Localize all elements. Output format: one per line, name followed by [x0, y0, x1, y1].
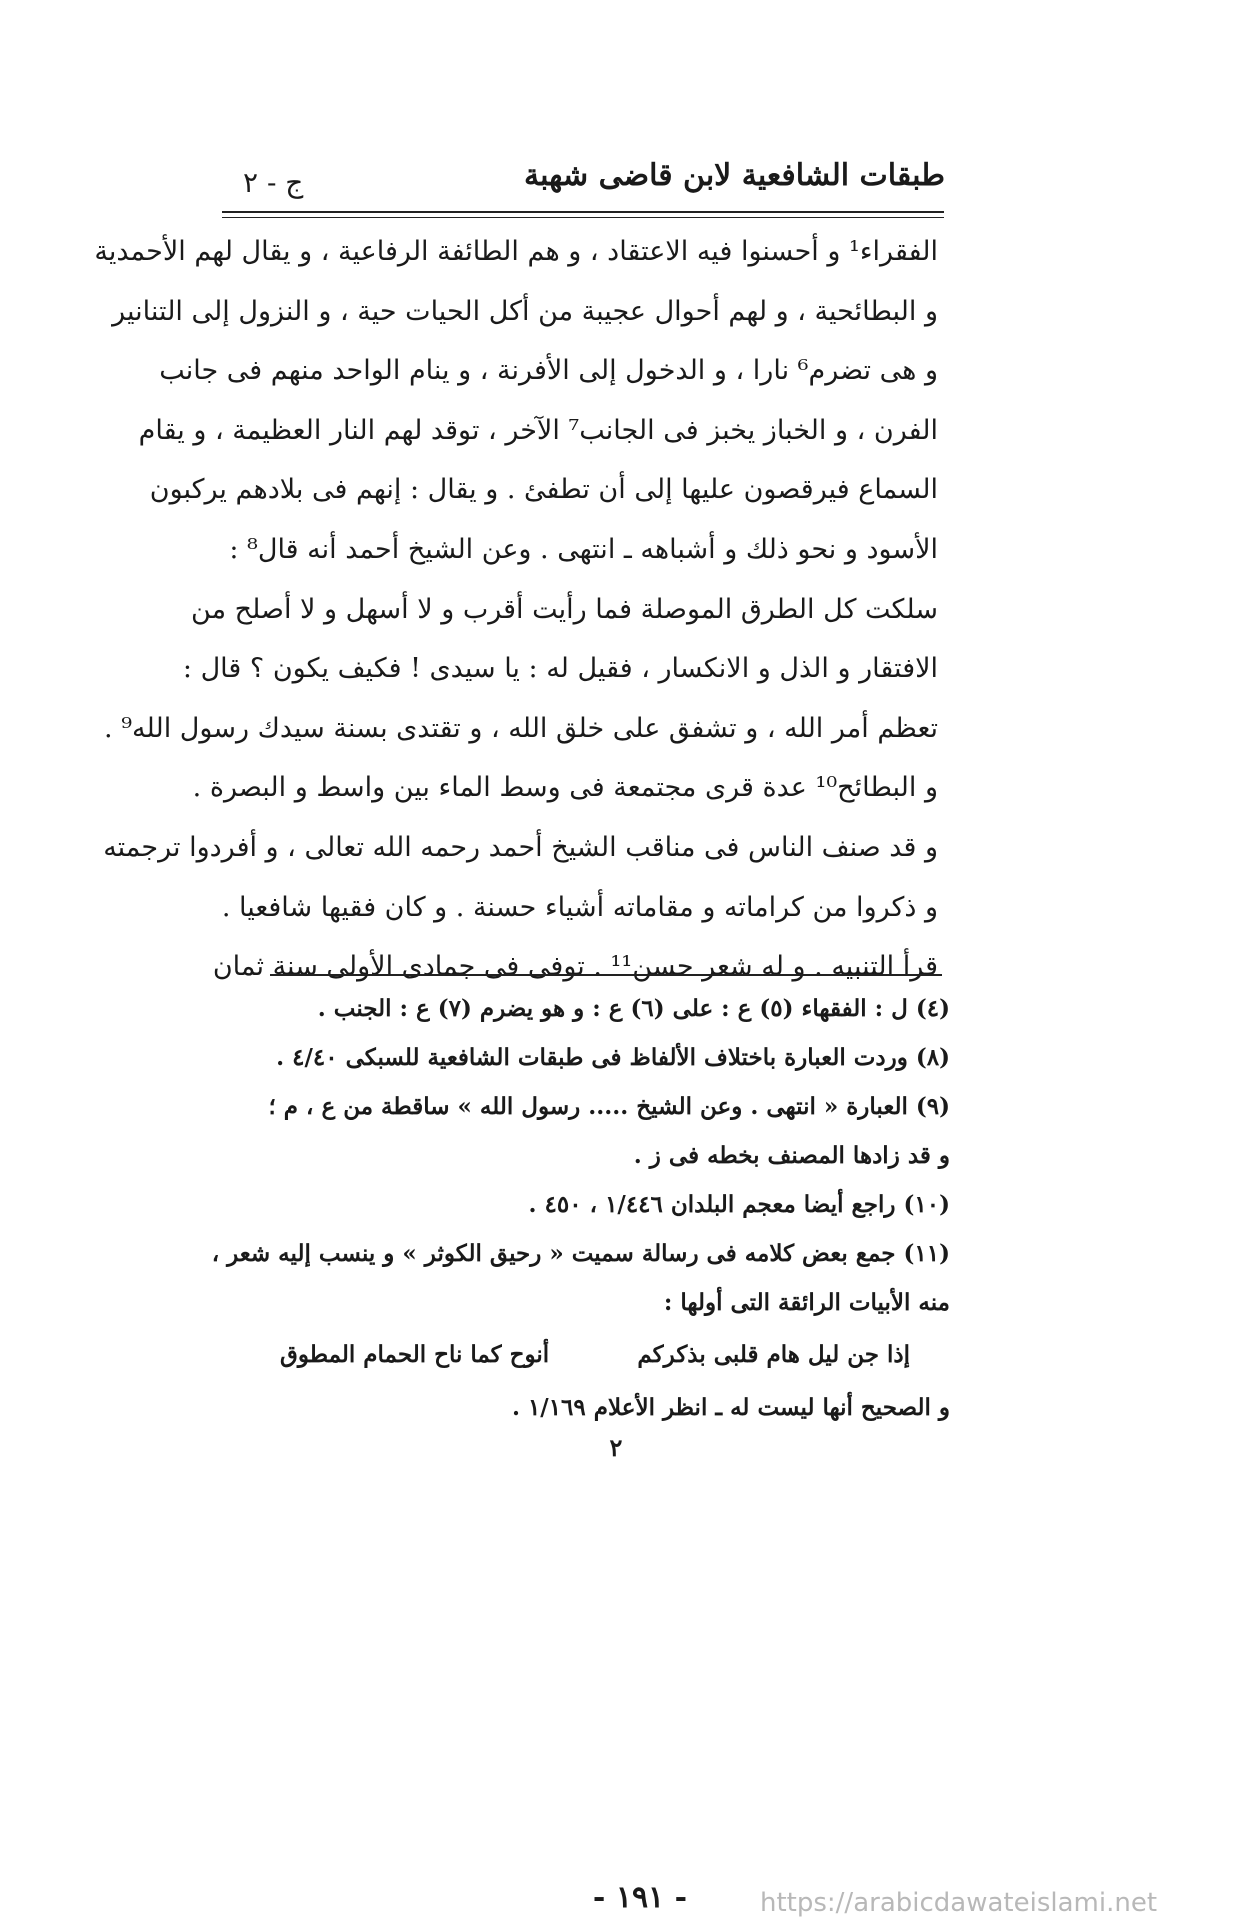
book-title: طبقات الشافعية لابن قاضى شهبة: [524, 158, 945, 193]
text-line: قرأ التنبيه . و له شعر حسن¹¹ . توفى فى جمادى الأولى سنة ثمان: [212, 951, 938, 983]
text-line: السماع فيرقصون عليها إلى أن تطفئ . و يقال : إنهم فى بلادهم يركبون: [149, 474, 938, 506]
text-line: و ذكروا من كراماته و مقاماته أشياء حسنة . و كان فقيها شافعيا .: [221, 891, 938, 923]
text-line: و قد صنف الناس فى مناقب الشيخ أحمد رحمه الله تعالى ، و أفردوا ترجمته: [103, 831, 938, 863]
running-header: [225, 150, 945, 210]
footnote-separator: [270, 974, 942, 976]
verse-second-hemistich: أنوح كما ناح الحمام المطوق: [280, 1341, 550, 1368]
text-line: سلكت كل الطرق الموصلة فما رأيت أقرب و لا أسهل و لا أصلح من: [191, 593, 938, 625]
footnote-line: (١٠) راجع أيضا معجم البلدان ١/٤٤٦ ، ٤٥٠ .: [528, 1191, 950, 1218]
text-line: الأسود و نحو ذلك و أشباهه ـ انتهى . وعن الشيخ أحمد أنه قال⁸ :: [229, 533, 938, 565]
page-number: - ١٩١ -: [592, 1880, 688, 1915]
verse-first-hemistich: إذا جن ليل هام قلبى بذكركم: [637, 1341, 910, 1368]
footnotes: [211, 984, 950, 1432]
header-rule: [222, 211, 944, 218]
footnote-line: منه الأبيات الرائقة التى أولها :: [663, 1289, 950, 1316]
text-line: الفرن ، و الخباز يخبز فى الجانب⁷ الآخر ، توقد لهم النار العظيمة ، و يقام: [138, 414, 938, 446]
inner-page-number: ٢: [609, 1433, 623, 1462]
footnote-line: (٨) وردت العبارة باختلاف الألفاظ فى طبقات الشافعية للسبكى ٤/٤٠ .: [276, 1044, 950, 1071]
text-line: و هى تضرم⁶ نارا ، و الدخول إلى الأفرنة ، و ينام الواحد منهم فى جانب: [159, 355, 938, 387]
footnote-line: (٤) ل : الفقهاء (٥) ع : على (٦) ع : و هو يضرم (٧) ع : الجنب .: [317, 995, 950, 1022]
footnote-line: (٩) العبارة « انتهى . وعن الشيخ ..... رسول الله » ساقطة من ع ، م ؛: [268, 1093, 950, 1120]
footnote-line: (١١) جمع بعض كلامه فى رسالة سميت « رحيق الكوثر » و ينسب إليه شعر ،: [211, 1240, 950, 1267]
text-line: الافتقار و الذل و الانكسار ، فقيل له : يا سيدى ! فكيف يكون ؟ قال :: [182, 653, 938, 685]
text-line: الفقراء¹ و أحسنوا فيه الاعتقاد ، و هم الطائفة الرفاعية ، و يقال لهم الأحمدية: [94, 236, 938, 267]
main-text: [94, 222, 938, 997]
footnote-line: و قد زادها المصنف بخطه فى ز .: [633, 1142, 950, 1169]
footnote-line: و الصحيح أنها ليست له ـ انظر الأعلام ١/١٦٩ .: [511, 1394, 950, 1421]
volume-label: ج - ٢: [243, 166, 304, 199]
watermark-url: https://arabicdawateislami.net: [760, 1888, 1158, 1918]
verse-line: [250, 1327, 950, 1383]
text-line: تعظم أمر الله ، و تشفق على خلق الله ، و تقتدى بسنة سيدك رسول الله⁹ .: [104, 712, 938, 744]
text-line: و البطائح¹⁰ عدة قرى مجتمعة فى وسط الماء بين واسط و البصرة .: [192, 772, 938, 804]
text-line: و البطائحية ، و لهم أحوال عجيبة من أكل الحيات حية ، و النزول إلى التنانير: [112, 295, 938, 327]
